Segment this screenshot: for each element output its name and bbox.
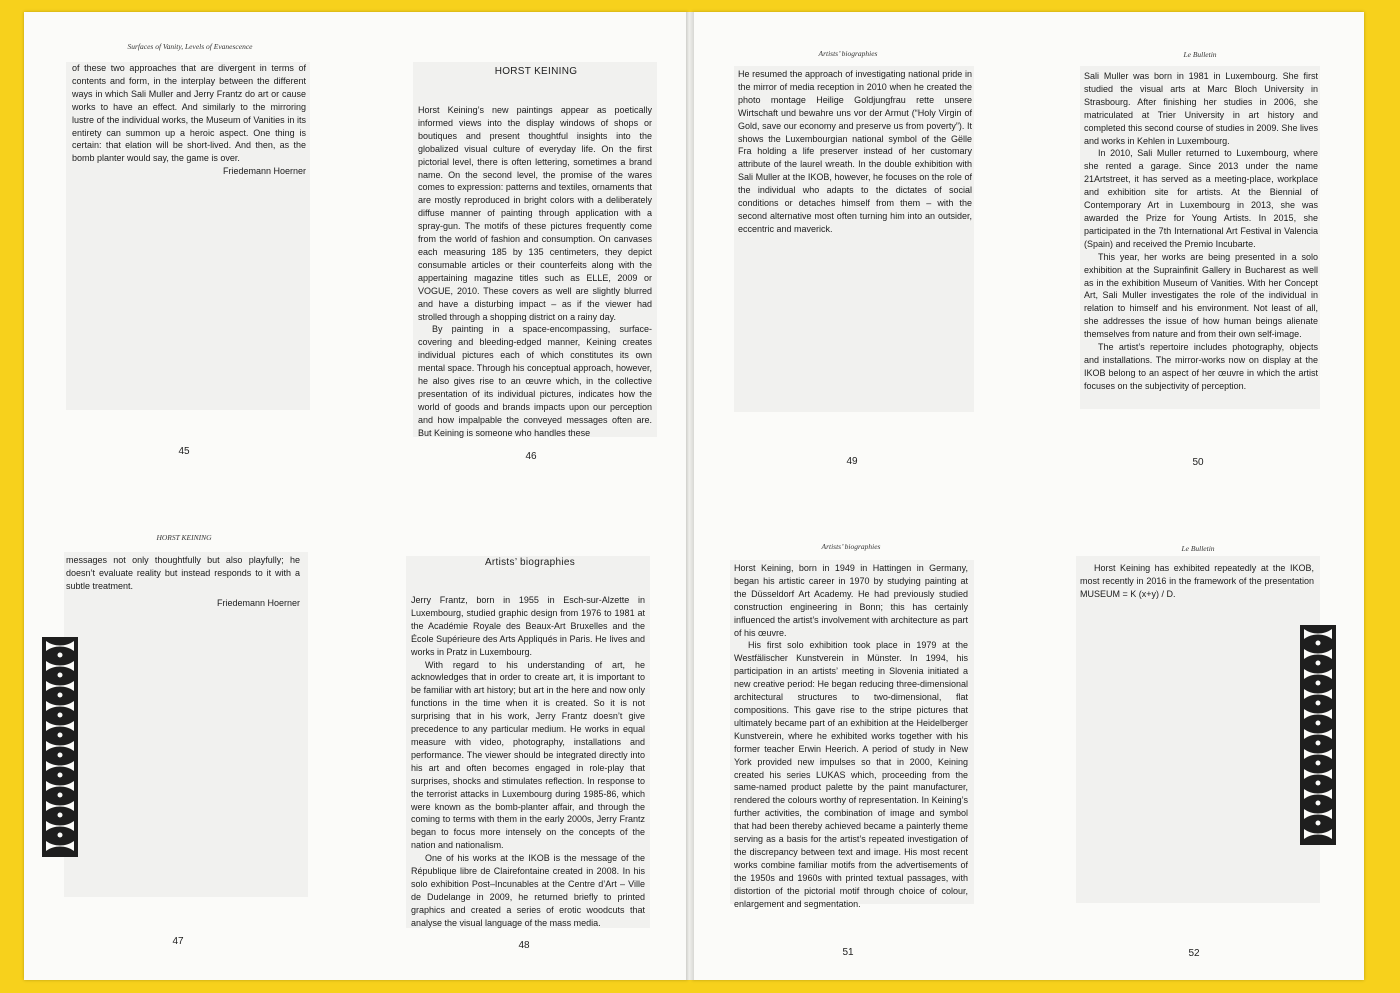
page-47-signature: Friedemann Hoerner <box>216 597 300 608</box>
page-50-paragraph: Sali Muller was born in 1981 in Luxembourg. She first studied the visual arts at Marc Bloch University in Strasbourg. After finishing her studies in 2006, she matriculated at Trier University in art history and completed this second course of studies in 2009. She lives and works in Kehlen in Luxembourg. <box>1084 71 1318 146</box>
page-47-body <box>66 554 300 610</box>
page-51-header: Artists’ biographies <box>821 542 881 551</box>
page-number-52: 52 <box>1188 948 1200 959</box>
page-51-paragraph: Horst Keining, born in 1949 in Hattingen in Germany, began his artistic career in 1970 by studying painting at the Düsseldorf Art Academy. He had previously studied construction engineering in Bonn; this has certainly influenced the artist’s involvement with architecture as part of his œuvre. <box>734 563 968 638</box>
woodcut-ornament-right <box>1300 625 1336 845</box>
page-50-body <box>1084 70 1318 393</box>
page-46-paragraph: Horst Keining’s new paintings appear as poetically informed views into the display windows of shops or boutiques and present thoughtful insights into the globalized visual culture of everyday life. On the first pictorial level, there is often lettering, sometimes a brand name. On the second level, the promise of the wares comes to expression: patterns and textiles, ornaments that are mostly reproduced in bright colors with a deliberately diffuse manner of painting through application with a spray-gun. The motifs of these pictures frequently come from the world of fashion and consumption. On canvases each measuring 185 by 135 centimeters, they depict consumable articles or their counterfeits along with the appertaining magazine titles such as ELLE, 2009 or VOGUE, 2010. These covers as well are slightly blurred and have a disturbing impact – as if the viewer had strolled through a shopping district on a rainy day. <box>418 105 652 322</box>
page-49-body <box>738 68 972 236</box>
page-48-title: Artists’ biographies <box>484 557 576 568</box>
page-number-50: 50 <box>1192 457 1204 468</box>
page-number-45: 45 <box>178 446 190 457</box>
page-45-signature: Friedemann Hoerner <box>222 166 306 177</box>
page-number-47: 47 <box>172 936 184 947</box>
page-47-header: HORST KEINING <box>156 533 212 542</box>
page-51-body <box>734 562 968 910</box>
page-46-paragraph: By painting in a space-encompassing, surface-covering and bleeding-edged manner, Keining creates individual pictures each of which constitutes its own mental space. Through his conceptual approach, however, he also gives rise to an œuvre which, in the collective presentation of its individual pictures, indicates how the world of goods and brands impacts upon our perception and how impalpable the conveyed messages often are. But Keining is someone who handles these <box>418 324 652 438</box>
page-46-body <box>418 104 652 440</box>
page-52-panel <box>1076 556 1320 903</box>
page-45-body <box>72 62 306 178</box>
page-45-header: Surfaces of Vanity, Levels of Evanescence <box>127 42 253 51</box>
page-number-51: 51 <box>842 947 854 958</box>
page-51-paragraph: His first solo exhibition took place in 1979 at the Westfälischer Kunstverein in Münster. In 1994, his participation in an artists’ meeting in Slovenia initiated a new creative period: He began reducing three-dimensional architectural structures to two-dimensional, flat compositions. This gave rise to the stripe pictures that ultimately became part of an exhibition at the Heidelberger Kunstverein, where he exhibited works together with his former teacher Erwin Heerich. A period of study in New York provided new impulses so that in 2000, Keining created his series LUKAS which, proceeding from the same-named product palette by the paint manufacturer, rendered the colours worthy of representation. In Keining’s further activities, the combination of image and symbol that had been thereby achieved became a painterly theme serving as a basis for the artist’s repeated investigation of the discrepancy between text and image. His most recent works combine familiar motifs from the advertisements of the 1950s and 1960s with printed textual passages, with distortion of the pictorial motif through choice of colour, enlargement and segmentation. <box>734 640 968 909</box>
page-49-text: He resumed the approach of investigating national pride in the mirror of media reception in 2010 when he created the photo montage Heilige Goldjungfrau rette unsere Wirtschaft und bewahre uns vor der Armut (“Holy Virgin of Gold, save our economy and preserve us from poverty”). It shows the Luxembourgian national symbol of the Gëlle Fra holding a life preserver instead of her customary attribute of the laurel wreath. In the double exhibition with Sali Muller at the IKOB, however, he focuses on the role of the individual who adapts to the dictates of social conditions or detaches himself from them – with the second alternative most often turning him into an outsider, eccentric and maverick. <box>738 69 972 234</box>
page-49-header: Artists’ biographies <box>818 49 878 58</box>
page-52-header: Le Bulletin <box>1181 544 1215 553</box>
page-46-title: HORST KEINING <box>494 66 578 77</box>
page-number-46: 46 <box>525 451 537 462</box>
page-50-paragraph: This year, her works are being presented in a solo exhibition at the Suprainfinit Gallery in Bucharest as well as in the exhibition Museum of Vanities. With her Concept Art, Sali Muller investigates the role of the individual in relation to himself and his environment. Not least of all, she addresses the issue of how human beings alienate themselves from nature and from their own self-image. <box>1084 251 1318 340</box>
page-number-48: 48 <box>518 940 530 951</box>
page-50-paragraph: In 2010, Sali Muller returned to Luxembourg, where she rented a garage. Since 2013 under the name 21Artstreet, it has served as a meeting-place, workplace and exhibition site for artists. At the Biennial of Contemporary Art in Luxembourg in 2013, she was awarded the Prize for Young Artists. In 2015, she participated in the 7th International Art Festival in Valencia (Spain) and received the Premio Incubarte. <box>1084 148 1318 249</box>
page-48-body <box>411 594 645 930</box>
page-52-text: Horst Keining has exhibited repeatedly at the IKOB, most recently in 2016 in the framework of the presentation MUSEUM = K (x+y) / D. <box>1080 563 1314 599</box>
page-48-paragraph: With regard to his understanding of art, he acknowledges that in order to create art, it is important to be familiar with art history; but art in the here and now only functions in the time when it is created. So it is not surprising that in his work, Jerry Frantz doesn’t give precedence to any particular medium. He works in equal measure with video, photography, installations and performance. The viewer should be integrated directly into his art and often becomes engaged in role-play that surprises, shocks and stimulates reflection. In response to the terrorist attacks in Luxembourg during 1985-86, which were known as the bomb-planter affair, and through the coming to terms with them in the early 2000s, Jerry Frantz began to focus more intensely on the concepts of the nation and nationalism. <box>411 659 645 851</box>
page-50-header: Le Bulletin <box>1183 50 1217 59</box>
page-47-text: messages not only thoughtfully but also playfully; he doesn’t evaluate reality but instead responds to it with a subtle treatment. <box>66 555 300 591</box>
page-48-paragraph: One of his works at the IKOB is the message of the République libre de Clairefontaine created in 2008. In his solo exhibition Post–Incunables at the Centre d’Art – Ville de Dudelange in 2009, he returned briefly to printed graphics and created a series of erotic woodcuts that analyse the visual language of the mass media. <box>411 853 645 928</box>
page-50-paragraph: The artist’s repertoire includes photography, objects and installations. The mirror-works now on display at the IKOB belong to an aspect of her œuvre in which the artist focuses on the subjectivity of perception. <box>1084 342 1318 391</box>
page-45-text: of these two approaches that are divergent in terms of contents and form, in the interplay between the different ways in which Sali Muller and Jerry Frantz do art or cause works to have an effect. And similarly to the mirroring lustre of the individual works, the Museum of Vanities in its entirety can summon up a heroic aspect. One thing is certain: that elation will be short-lived. And then, as the bomb planter would say, the game is over. <box>72 63 306 164</box>
woodcut-ornament-left <box>42 637 78 857</box>
page-number-49: 49 <box>846 456 858 467</box>
page-52-body <box>1080 562 1314 601</box>
booklet-spine <box>686 12 694 980</box>
page-48-paragraph: Jerry Frantz, born in 1955 in Esch-sur-Alzette in Luxembourg, studied graphic design from 1976 to 1981 at the Académie Royale des Beaux-Art Bruxelles and the École Supérieure des Arts Appliqués in Paris. He lives and works in Pratz in Luxembourg. <box>411 595 645 657</box>
